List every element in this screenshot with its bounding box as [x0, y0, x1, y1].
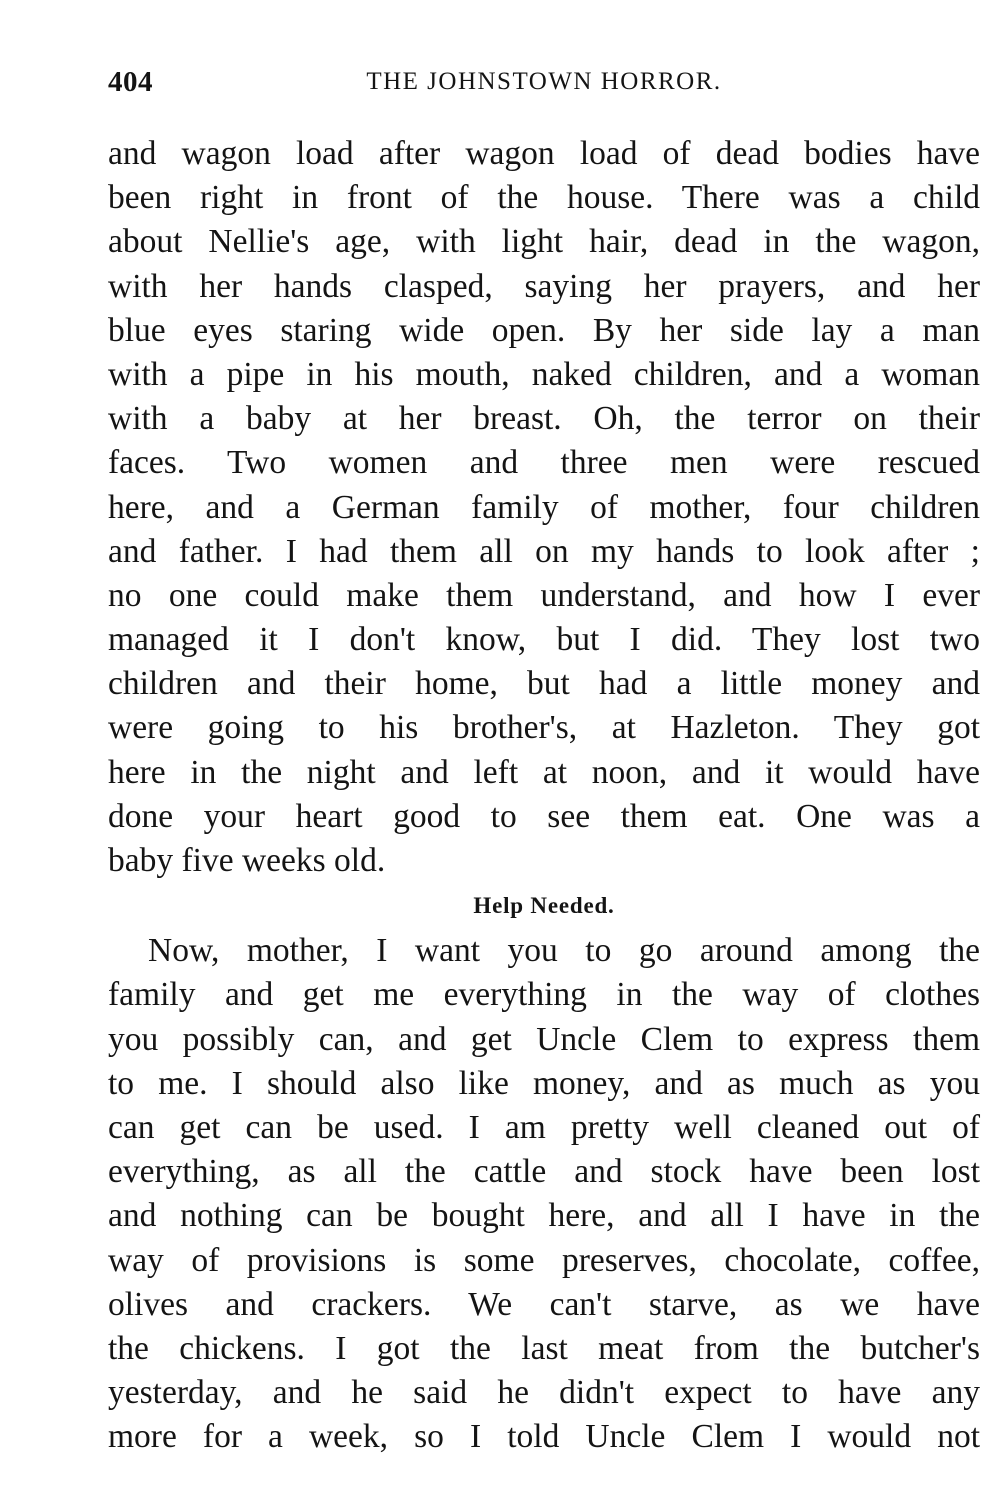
text-line: can get can be used. I am pretty well cleaned out of	[108, 1108, 980, 1146]
text-line: family and get me everything in the way of clothes	[108, 976, 980, 1014]
text-line: the chickens. I got the last meat from the butcher's	[108, 1329, 980, 1367]
paragraph-1	[108, 132, 980, 883]
text-line: here, and a German family of mother, four children	[108, 488, 980, 526]
text-line: with a pipe in his mouth, naked children, and a woman	[108, 355, 980, 393]
paragraph-2	[108, 929, 980, 1459]
page-header	[108, 66, 980, 110]
section-heading: Help Needed.	[473, 893, 615, 919]
text-line: blue eyes staring wide open. By her side lay a man	[108, 311, 980, 349]
text-line: with a baby at her breast. Oh, the terror on their	[108, 400, 980, 438]
text-line: baby five weeks old.	[108, 842, 386, 879]
text-line: more for a week, so I told Uncle Clem I would not	[108, 1418, 980, 1456]
text-line: and nothing can be bought here, and all I have in the	[108, 1197, 980, 1235]
text-line: with her hands clasped, saying her prayers, and her	[108, 267, 980, 305]
text-line: and father. I had them all on my hands to look after ;	[108, 532, 980, 570]
page-number: 404	[108, 66, 153, 98]
text-line: were going to his brother's, at Hazleton. They got	[108, 709, 980, 747]
text-line: everything, as all the cattle and stock have been lost	[108, 1153, 980, 1191]
text-line: been right in front of the house. There was a child	[108, 179, 980, 217]
text-line: you possibly can, and get Uncle Clem to express them	[108, 1020, 980, 1058]
text-line: managed it I don't know, but I did. They lost two	[108, 621, 980, 659]
text-line: yesterday, and he said he didn't expect to have any	[108, 1374, 980, 1412]
text-line: and wagon load after wagon load of dead bodies have	[108, 135, 980, 172]
text-line: Now, mother, I want you to go around among the	[148, 932, 980, 970]
text-line: to me. I should also like money, and as much as you	[108, 1064, 980, 1102]
text-line: way of provisions is some preserves, chocolate, coffee,	[108, 1241, 980, 1279]
text-line: here in the night and left at noon, and it would have	[108, 753, 980, 791]
running-title: THE JOHNSTOWN HORROR.	[366, 68, 722, 95]
text-line: done your heart good to see them eat. One was a	[108, 797, 980, 835]
text-line: children and their home, but had a little money and	[108, 665, 980, 703]
text-line: no one could make them understand, and how I ever	[108, 576, 980, 614]
text-line: about Nellie's age, with light hair, dead in the wagon,	[108, 223, 980, 261]
body-text	[108, 132, 980, 1459]
text-line: olives and crackers. We can't starve, as we have	[108, 1285, 980, 1323]
text-line: faces. Two women and three men were rescued	[108, 444, 980, 482]
